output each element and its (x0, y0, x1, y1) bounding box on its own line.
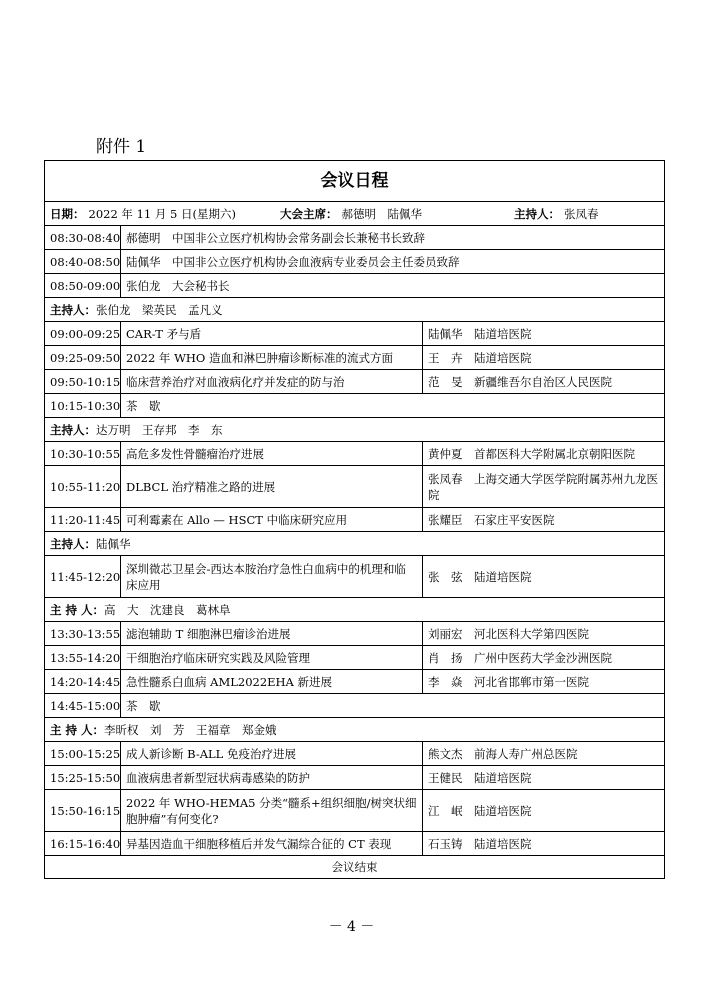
host-label: 主持人： (513, 206, 560, 221)
speaker-cell: 张凤春 上海交通大学医学院附属苏州九龙医院 (423, 466, 665, 508)
topic-cell: 血液病患者新型冠状病毒感染的防护 (121, 766, 423, 790)
time-cell: 09:00-09:25 (45, 322, 121, 346)
session-host-row (45, 532, 665, 556)
speaker-cell: 张耀臣 石家庄平安医院 (423, 508, 665, 532)
session-host-label: 主 持 人： (50, 602, 105, 617)
time-cell: 13:55-14:20 (45, 646, 121, 670)
table-row (45, 766, 665, 790)
speaker-cell: 刘丽宏 河北医科大学第四医院 (423, 622, 665, 646)
time-cell: 15:00-15:25 (45, 742, 121, 766)
session-host-row (45, 718, 665, 742)
table-row (45, 322, 665, 346)
session-host-row (45, 598, 665, 622)
table-row (45, 670, 665, 694)
speaker-cell: 肖 扬 广州中医药大学金沙洲医院 (423, 646, 665, 670)
table-row (45, 508, 665, 532)
topic-cell: 急性髓系白血病 AML2022EHA 新进展 (121, 670, 423, 694)
table-row (45, 556, 665, 598)
session-host-names: 达万明 王存邦 李 东 (96, 422, 223, 437)
session-host-names: 陆佩华 (96, 536, 131, 551)
time-cell: 13:30-13:55 (45, 622, 121, 646)
speaker-cell: 范 旻 新疆维吾尔自治区人民医院 (423, 370, 665, 394)
session-host-label: 主持人： (50, 422, 96, 437)
speaker-cell: 黄仲夏 首都医科大学附属北京朝阳医院 (423, 442, 665, 466)
session-host-row (45, 418, 665, 442)
table-row (45, 832, 665, 856)
session-host-label: 主持人： (50, 302, 96, 317)
table-row (45, 274, 665, 298)
time-cell: 10:55-11:20 (45, 466, 121, 508)
session-host-row (45, 298, 665, 322)
time-cell: 09:50-10:15 (45, 370, 121, 394)
time-cell: 09:25-09:50 (45, 346, 121, 370)
session-host-label: 主持人： (50, 536, 96, 551)
table-row (45, 742, 665, 766)
break-cell: 茶 歇 (121, 394, 665, 418)
session-host-names: 高 大 沈建良 葛林阜 (104, 602, 231, 617)
session-host-names: 李昕权 刘 芳 王福章 郑金娥 (104, 722, 277, 737)
topic-cell: CAR-T 矛与盾 (121, 322, 423, 346)
table-row (45, 694, 665, 718)
time-cell: 08:40-08:50 (45, 250, 121, 274)
table-row (45, 646, 665, 670)
time-cell: 11:45-12:20 (45, 556, 121, 598)
table-row (45, 394, 665, 418)
chair-label: 大会主席： (279, 206, 338, 221)
topic-cell: 深圳微芯卫星会-西达本胺治疗急性白血病中的机理和临床应用 (121, 556, 423, 598)
topic-cell: 2022 年 WHO-HEMA5 分类“髓系+组织细胞/树突状细胞肿瘤”有何变化? (121, 790, 423, 832)
content-cell: 陆佩华 中国非公立医疗机构协会血液病专业委员会主任委员致辞 (121, 250, 665, 274)
break-cell: 茶 歇 (121, 694, 665, 718)
speaker-cell: 熊文杰 前海人寿广州总医院 (423, 742, 665, 766)
time-cell: 15:25-15:50 (45, 766, 121, 790)
table-row (45, 622, 665, 646)
topic-cell: 成人新诊断 B-ALL 免疫治疗进展 (121, 742, 423, 766)
topic-cell: 高危多发性骨髓瘤治疗进展 (121, 442, 423, 466)
topic-cell: 临床营养治疗对血液病化疗并发症的防与治 (121, 370, 423, 394)
date-label: 日期： (50, 206, 85, 221)
session-host-label: 主 持 人： (50, 722, 105, 737)
time-cell: 10:15-10:30 (45, 394, 121, 418)
table-row (45, 250, 665, 274)
time-cell: 11:20-11:45 (45, 508, 121, 532)
table-row (45, 346, 665, 370)
speaker-cell: 王 卉 陆道培医院 (423, 346, 665, 370)
agenda-title: 会议日程 (45, 161, 665, 202)
page-number: － 4 － (328, 919, 375, 935)
speaker-cell: 石玉铸 陆道培医院 (423, 832, 665, 856)
topic-cell: 干细胞治疗临床研究实践及风险管理 (121, 646, 423, 670)
time-cell: 14:20-14:45 (45, 670, 121, 694)
meeting-info (45, 202, 665, 226)
host-value: 张凤春 (563, 206, 599, 221)
time-cell: 10:30-10:55 (45, 442, 121, 466)
date-value: 2022 年 11 月 5 日(星期六) (88, 206, 236, 221)
topic-cell: DLBCL 治疗精准之路的进展 (121, 466, 423, 508)
session-host-names: 张伯龙 梁英民 孟凡义 (96, 302, 223, 317)
content-cell: 张伯龙 大会秘书长 (121, 274, 665, 298)
time-cell: 15:50-16:15 (45, 790, 121, 832)
time-cell: 16:15-16:40 (45, 832, 121, 856)
speaker-cell: 王健民 陆道培医院 (423, 766, 665, 790)
attachment-label: 附件 1 (96, 137, 147, 157)
topic-cell: 可利霉素在 Allo — HSCT 中临床研究应用 (121, 508, 423, 532)
content-cell: 郝德明 中国非公立医疗机构协会常务副会长兼秘书长致辞 (121, 226, 665, 250)
table-row (45, 466, 665, 508)
table-row (45, 370, 665, 394)
topic-cell: 滤泡辅助 T 细胞淋巴瘤诊治进展 (121, 622, 423, 646)
time-cell: 14:45-15:00 (45, 694, 121, 718)
time-cell: 08:50-09:00 (45, 274, 121, 298)
speaker-cell: 张 弦 陆道培医院 (423, 556, 665, 598)
speaker-cell: 陆佩华 陆道培医院 (423, 322, 665, 346)
speaker-cell: 江 岷 陆道培医院 (423, 790, 665, 832)
chair-value: 郝德明 陆佩华 (341, 206, 422, 221)
time-cell: 08:30-08:40 (45, 226, 121, 250)
closing-cell: 会议结束 (45, 856, 665, 879)
table-row (45, 442, 665, 466)
topic-cell: 2022 年 WHO 造血和淋巴肿瘤诊断标准的流式方面 (121, 346, 423, 370)
table-row (45, 790, 665, 832)
speaker-cell: 李 焱 河北省邯郸市第一医院 (423, 670, 665, 694)
topic-cell: 异基因造血干细胞移植后并发气漏综合征的 CT 表现 (121, 832, 423, 856)
agenda-table (44, 160, 665, 879)
table-row (45, 226, 665, 250)
